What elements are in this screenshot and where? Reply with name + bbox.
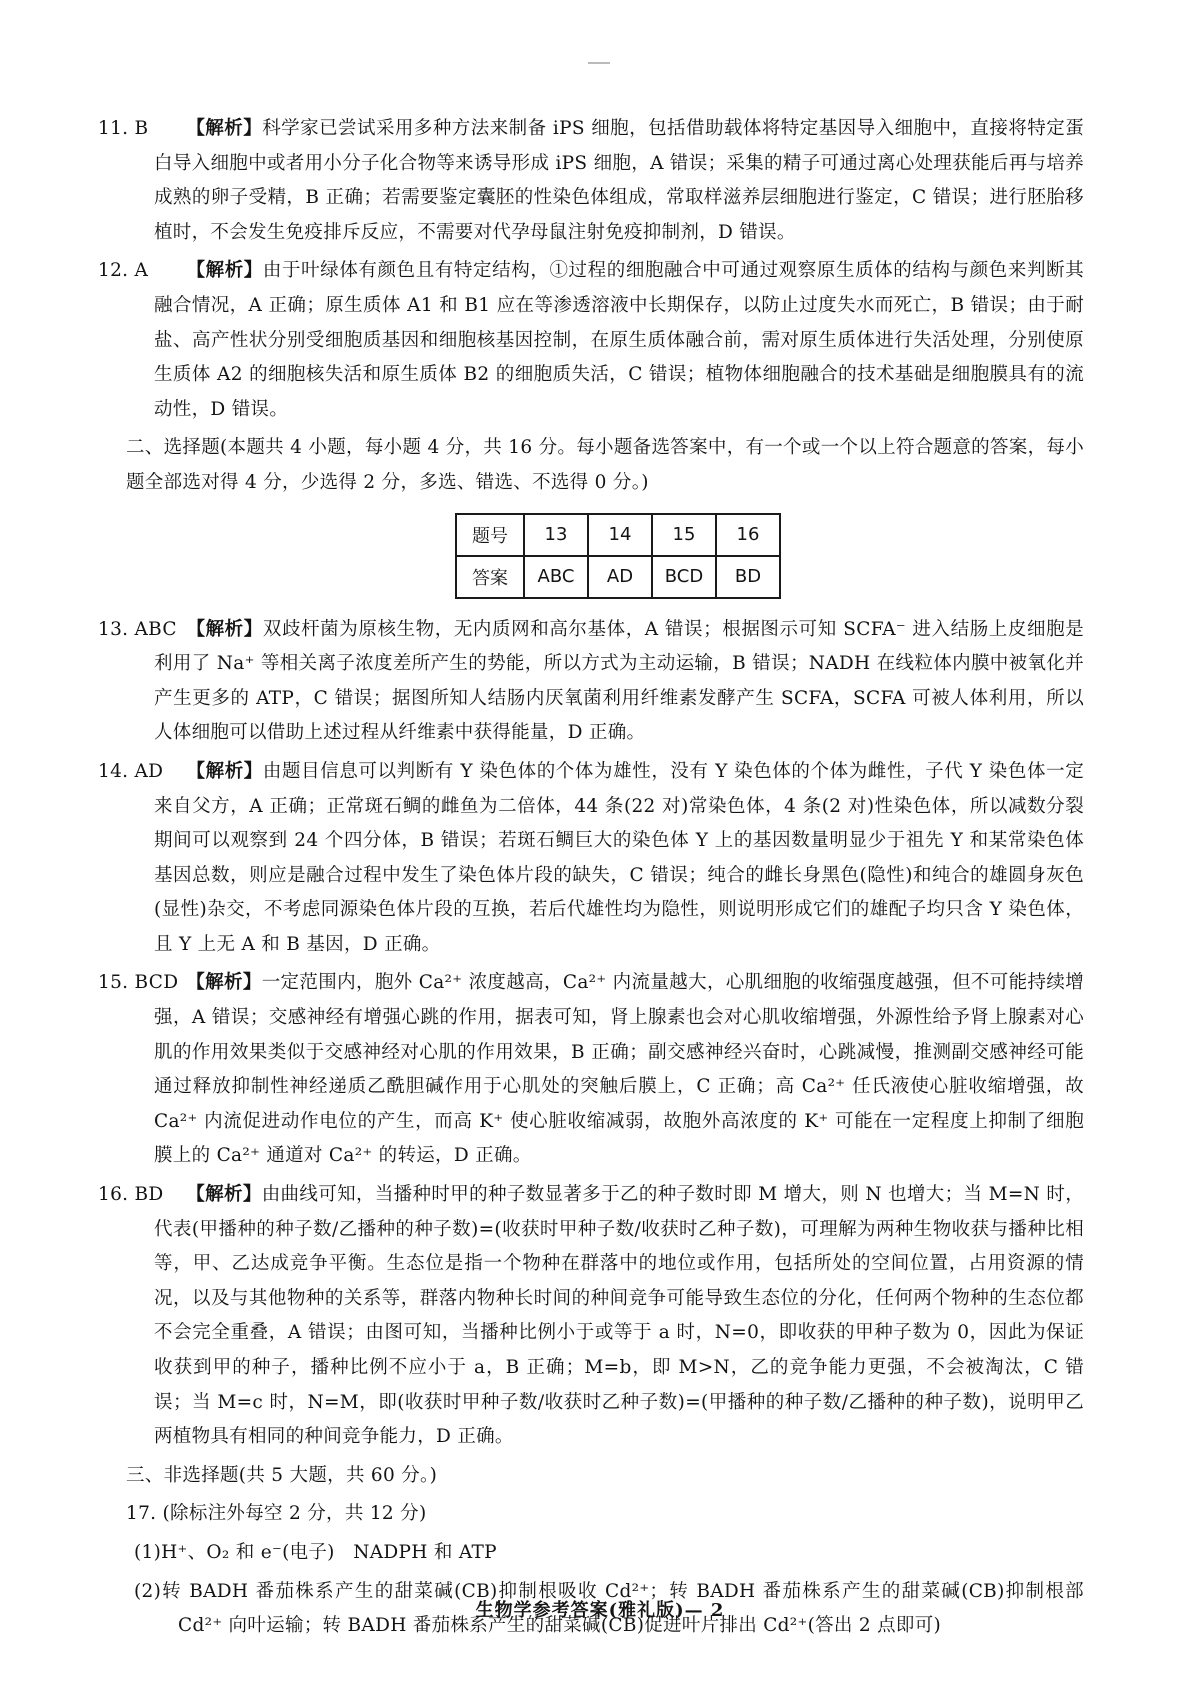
answer-number: 14. AD — [98, 760, 164, 782]
analysis-text: 由题目信息可以判断有 Y 染色体的个体为雄性，没有 Y 染色体的个体为雌性，子代 Y 染色体一定来自父方，A 正确；正常斑石鲷的雌鱼为二倍体，44 条(22 对)常染色体，4 条(2 对)性染色体，所以减数分裂期间可以观察到 24 个四分体，B 错误；若斑石鲷巨大的染色体 Y 上的基因数量明显少于祖先 Y 和某常染色体基因总数，则应是融合过程中发生了染色体片段的缺失，C 错误；纯合的雌长身黑色(隐性)和纯合的雄圆身灰色(显性)杂交，不考虑同源染色体片段的互换，若后代雄性均为隐性，则说明形成它们的雄配子均只含 Y 染色体，且 Y 上无 A 和 B 基因，D 正确。 — [154, 760, 1085, 955]
table-answer-label: 答案 — [456, 556, 524, 598]
answer-number: 12. A — [98, 260, 149, 282]
answer-table — [455, 513, 781, 599]
answer-number: 11. B — [98, 118, 149, 139]
table-cell-number: 16 — [716, 514, 780, 556]
table-cell-answer: BD — [716, 556, 780, 598]
table-cell-answer: ABC — [524, 556, 588, 598]
analysis-text: 双歧杆菌为原核生物，无内质网和高尔基体，A 错误；根据图示可知 SCFA⁻ 进入结肠上皮细胞是利用了 Na⁺ 等相关离子浓度差所产生的势能，所以方式为主动运输，B 错误；NADH 在线粒体内膜中被氧化并产生更多的 ATP，C 错误；据图所知人结肠内厌氧菌利用纤维素发酵产生 SCFA，SCFA 可被人体利用，所以人体细胞可以借助上述过程从纤维素中获得能量，D 正确。 — [154, 618, 1084, 744]
question-17-answer-1 — [126, 1536, 1084, 1571]
answer-item-16 — [98, 1178, 1085, 1455]
analysis-text: 由曲线可知，当播种时甲的种子数显著多于乙的种子数时即 M 增大，则 N 也增大；当 M=N 时，代表(甲播种的种子数/乙播种的种子数)=(收获时甲种子数/收获时乙种子数)，可理解为两种生物收获与播种比相等，甲、乙达成竞争平衡。生态位是指一个物种在群落中的地位或作用，包括所处的空间位置，占用资源的情况，以及与其他物种的关系等，群落内物种长时间的种间竞争可能导致生态位的分化，任何两个物种的生态位都不会完全重叠，A 错误；由图可知，当播种比例小于或等于 a 时，N=0，即收获的甲种子数为 0，因此为保证收获到甲的种子，播种比例不应小于 a，B 正确；M=b，即 M>N，乙的竞争能力更强，不会被淘汰，C 错误；当 M=c 时，N=M，即(收获时甲种子数/收获时乙种子数)=(甲播种的种子数/乙播种的种子数)，说明甲乙两植物具有相同的种间竞争能力，D 正确。 — [154, 1184, 1085, 1448]
sub-answer-part: H⁺、O₂ 和 e⁻(电子) — [161, 1541, 335, 1563]
table-cell-number: 14 — [588, 514, 652, 556]
table-row-answers — [456, 556, 780, 598]
analysis-tag: 【解析】 — [186, 760, 263, 782]
question-17-title: 17. (除标注外每空 2 分，共 12 分) — [126, 1503, 427, 1525]
table-row-numbers — [456, 514, 780, 556]
section-3-heading: 三、非选择题(共 5 大题，共 60 分。) — [126, 1464, 438, 1486]
answer-item-14 — [98, 755, 1085, 963]
section-2-heading: 二、选择题(本题共 4 小题，每小题 4 分，共 16 分。每小题备选答案中，有一个或一个以上符合题意的答案，每小题全部选对得 4 分，少选得 2 分，多选、错选、不选得 0 分。) — [126, 437, 1084, 493]
answer-item-11 — [98, 112, 1084, 250]
answer-item-15 — [98, 966, 1085, 1174]
answer-number: 15. BCD — [98, 972, 179, 994]
table-header-label: 题号 — [456, 514, 524, 556]
page-footer: 生物学参考答案(雅礼版)— 2 — [475, 1600, 725, 1621]
answer-number: 16. BD — [98, 1184, 164, 1206]
sub-answer-number: (1) — [134, 1541, 162, 1563]
scan-mark — [588, 62, 610, 64]
answer-number: 13. ABC — [98, 618, 177, 640]
analysis-tag: 【解析】 — [186, 972, 262, 994]
page-content — [98, 112, 1085, 1648]
table-cell-answer: BCD — [652, 556, 716, 598]
analysis-text: 由于叶绿体有颜色且有特定结构，①过程的细胞融合中可通过观察原生质体的结构与颜色来判断其融合情况，A 正确；原生质体 A1 和 B1 应在等渗透溶液中长期保存，以防止过度失水而死亡，B 错误；由于耐盐、高产性状分别受细胞质基因和细胞核基因控制，在原生质体融合前，需对原生质体进行失活处理，分别使原生质体 A2 的细胞核失活和原生质体 B2 的细胞质失活，C 错误；植物体细胞融合的技术基础是细胞膜具有的流动性，D 错误。 — [154, 260, 1085, 420]
table-cell-number: 15 — [652, 514, 716, 556]
answer-table-wrapper — [126, 513, 1084, 599]
analysis-tag: 【解析】 — [186, 1184, 262, 1206]
answer-item-12 — [98, 254, 1085, 427]
analysis-tag: 【解析】 — [186, 260, 263, 282]
table-cell-answer: AD — [588, 556, 652, 598]
question-17-answer-2: (2)转 BADH 番茄株系产生的甜菜碱(CB)抑制根吸收 Cd²⁺；转 BADH 番茄株系产生的甜菜碱(CB)抑制根部 Cd²⁺ 向叶运输；转 BADH 番茄株系产生的甜菜碱(CB)促进叶片排出 Cd²⁺(答出 2 点即可) — [134, 1580, 1084, 1637]
analysis-text: 科学家已尝试采用多种方法来制备 iPS 细胞，包括借助载体将特定基因导入细胞中，直接将特定蛋白导入细胞中或者用小分子化合物等来诱导形成 iPS 细胞，A 错误；采集的精子可通过离心处理获能后再与培养成熟的卵子受精，B 正确；若需要鉴定囊胚的性染色体组成，常取样滋养层细胞进行鉴定，C 错误；进行胚胎移植时，不会发生免疫排斥反应，不需要对代孕母鼠注射免疫抑制剂，D 错误。 — [154, 118, 1084, 243]
analysis-text: 一定范围内，胞外 Ca²⁺ 浓度越高，Ca²⁺ 内流量越大，心肌细胞的收缩强度越强，但不可能持续增强，A 错误；交感神经有增强心跳的作用，据表可知，肾上腺素也会对心肌收缩增强，外源性给予肾上腺素对心肌的作用效果类似于交感神经对心肌的作用效果，B 正确；副交感神经兴奋时，心跳减慢，推测副交感神经可能通过释放抑制性神经递质乙酰胆碱作用于心肌处的突触后膜上，C 正确；高 Ca²⁺ 任氏液使心脏收缩增强，故 Ca²⁺ 内流促进动作电位的产生，而高 K⁺ 使心脏收缩减弱，故胞外高浓度的 K⁺ 可能在一定程度上抑制了细胞膜上的 Ca²⁺ 通道对 Ca²⁺ 的转运，D 正确。 — [154, 972, 1085, 1167]
answer-item-13 — [98, 613, 1084, 751]
sub-answer-part: NADPH 和 ATP — [353, 1541, 497, 1563]
table-cell-number: 13 — [524, 514, 588, 556]
analysis-tag: 【解析】 — [186, 118, 263, 139]
analysis-tag: 【解析】 — [186, 618, 263, 640]
